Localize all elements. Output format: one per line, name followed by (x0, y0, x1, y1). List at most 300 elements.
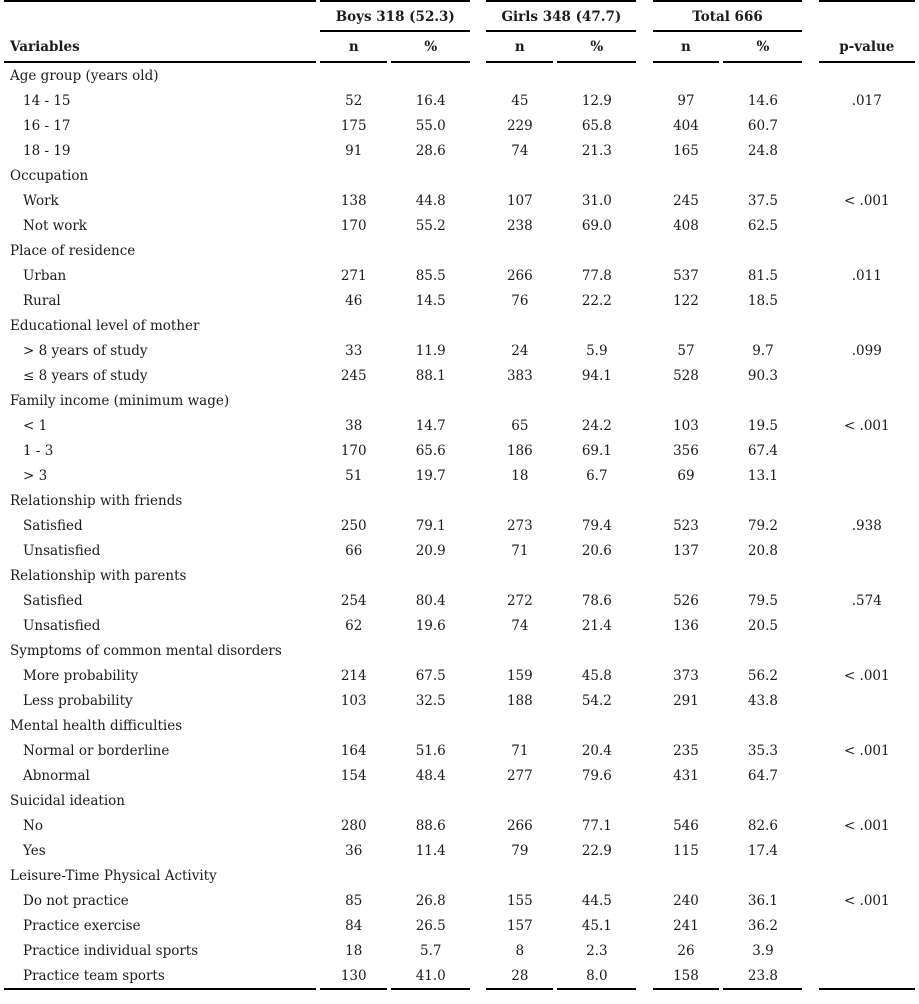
column-spacer (806, 513, 814, 538)
total-pct-value: 18.5 (747, 292, 778, 309)
column-spacer (640, 338, 648, 363)
boys-pct-value: 14.5 (415, 292, 446, 309)
total-pct-value: 20.8 (747, 542, 778, 559)
p-value (819, 363, 915, 388)
category-row (4, 63, 915, 88)
column-spacer (640, 913, 648, 938)
row-label: Practice exercise (23, 917, 141, 934)
total-pct-value: 82.6 (747, 817, 778, 834)
boys-n-value: 175 (340, 117, 367, 134)
category-row (4, 488, 915, 513)
column-spacer (474, 438, 482, 463)
column-spacer (474, 938, 482, 963)
girls-pct-value: 21.4 (581, 617, 612, 634)
total-n-header: n (653, 32, 720, 63)
column-spacer (806, 263, 814, 288)
data-row (4, 763, 915, 788)
group-header-row (4, 0, 915, 32)
row-label: 16 - 17 (23, 117, 71, 134)
column-spacer (640, 438, 648, 463)
column-spacer (806, 413, 814, 438)
column-spacer (640, 613, 648, 638)
data-row (4, 113, 915, 138)
girls-pct-value: 77.8 (581, 267, 612, 284)
category-label: Leisure-Time Physical Activity (10, 867, 217, 884)
girls-pct-value: 20.4 (581, 742, 612, 759)
boys-n-value: 62 (345, 617, 363, 634)
girls-pct-value: 54.2 (581, 692, 612, 709)
column-spacer (640, 763, 648, 788)
data-row (4, 538, 915, 563)
girls-pct-value: 69.1 (581, 442, 612, 459)
column-spacer (640, 138, 648, 163)
data-row (4, 263, 915, 288)
girls-n-value: 24 (511, 342, 529, 359)
column-spacer (474, 138, 482, 163)
category-row (4, 638, 915, 663)
category-label: Occupation (10, 167, 89, 184)
total-pct-value: 36.2 (747, 917, 778, 934)
data-row (4, 413, 915, 438)
column-spacer (806, 538, 814, 563)
column-spacer (806, 288, 814, 313)
category-label: Educational level of mother (10, 317, 200, 334)
girls-pct-header: % (557, 32, 636, 63)
column-spacer (474, 813, 482, 838)
boys-n-value: 250 (340, 517, 367, 534)
boys-n-value: 245 (340, 367, 367, 384)
girls-n-value: 229 (506, 117, 533, 134)
data-row (4, 813, 915, 838)
boys-n-value: 170 (340, 442, 367, 459)
boys-pct-value: 67.5 (415, 667, 446, 684)
boys-n-value: 280 (340, 817, 367, 834)
column-spacer (640, 263, 648, 288)
total-n-value: 97 (677, 92, 695, 109)
column-spacer (806, 888, 814, 913)
column-spacer (640, 513, 648, 538)
p-value (819, 438, 915, 463)
column-spacer (474, 888, 482, 913)
total-n-value: 115 (673, 842, 699, 859)
boys-pct-value: 26.5 (415, 917, 446, 934)
girls-n-value: 383 (506, 367, 533, 384)
data-row (4, 338, 915, 363)
girls-n-value: 238 (506, 217, 533, 234)
column-spacer (806, 613, 814, 638)
boys-pct-value: 41.0 (391, 963, 470, 990)
total-pct-value: 17.4 (747, 842, 778, 859)
girls-n-value: 159 (506, 667, 533, 684)
boys-pct-value: 55.0 (415, 117, 446, 134)
p-value: .011 (851, 267, 882, 284)
row-label: Urban (23, 267, 67, 284)
column-spacer (474, 263, 482, 288)
column-spacer (806, 588, 814, 613)
boys-pct-value: 88.6 (415, 817, 446, 834)
column-spacer (640, 413, 648, 438)
data-row (4, 663, 915, 688)
column-spacer (806, 813, 814, 838)
total-pct-value: 20.5 (747, 617, 778, 634)
girls-n-value: 266 (506, 267, 533, 284)
total-n-value: 57 (677, 342, 695, 359)
boys-n-value: 18 (345, 942, 363, 959)
column-spacer (640, 888, 648, 913)
data-row (4, 938, 915, 963)
column-spacer (806, 838, 814, 863)
group-header-boys: Boys 318 (52.3) (320, 0, 470, 32)
data-row (4, 688, 915, 713)
p-value (819, 213, 915, 238)
row-label: Satisfied (23, 517, 83, 534)
boys-pct-value: 51.6 (415, 742, 446, 759)
p-value (819, 463, 915, 488)
data-row (4, 913, 915, 938)
boys-n-value: 38 (345, 417, 363, 434)
total-pct-value: 60.7 (747, 117, 778, 134)
girls-n-value: 28 (486, 963, 553, 990)
girls-pct-value: 79.6 (581, 767, 612, 784)
boys-pct-value: 79.1 (415, 517, 446, 534)
p-value (819, 838, 915, 863)
total-pct-value: 19.5 (747, 417, 778, 434)
column-spacer (474, 213, 482, 238)
category-label: Place of residence (10, 242, 136, 259)
row-label: No (23, 817, 43, 834)
total-pct-value: 35.3 (747, 742, 778, 759)
column-spacer (806, 138, 814, 163)
column-spacer (806, 363, 814, 388)
data-row (4, 213, 915, 238)
category-label: Relationship with parents (10, 567, 187, 584)
total-n-value: 122 (673, 292, 699, 309)
total-n-value: 26 (677, 942, 695, 959)
p-value: < .001 (843, 192, 890, 209)
category-row (4, 788, 915, 813)
girls-n-value: 76 (511, 292, 529, 309)
boys-n-value: 36 (345, 842, 363, 859)
row-label: Less probability (23, 692, 133, 709)
boys-pct-value: 20.9 (415, 542, 446, 559)
girls-n-value: 277 (506, 767, 533, 784)
column-spacer (474, 913, 482, 938)
column-spacer (474, 463, 482, 488)
total-n-value: 245 (673, 192, 699, 209)
row-label: Yes (23, 842, 46, 859)
column-spacer (474, 88, 482, 113)
data-row (4, 613, 915, 638)
row-label: > 3 (23, 467, 48, 484)
data-row (4, 363, 915, 388)
total-pct-value: 24.8 (747, 142, 778, 159)
column-spacer (806, 688, 814, 713)
group-header-girls: Girls 348 (47.7) (486, 0, 636, 32)
category-label: Mental health difficulties (10, 717, 183, 734)
girls-n-value: 74 (511, 142, 529, 159)
row-label: Do not practice (23, 892, 129, 909)
row-label: Practice individual sports (23, 942, 199, 959)
total-n-value: 165 (673, 142, 699, 159)
boys-pct-value: 80.4 (415, 592, 446, 609)
column-spacer (806, 113, 814, 138)
total-pct-value: 36.1 (747, 892, 778, 909)
column-spacer (640, 963, 648, 990)
boys-n-value: 214 (340, 667, 367, 684)
girls-pct-value: 8.0 (557, 963, 636, 990)
data-row (4, 513, 915, 538)
girls-n-value: 65 (511, 417, 529, 434)
total-n-value: 69 (677, 467, 695, 484)
p-value: < .001 (843, 742, 890, 759)
total-n-value: 240 (673, 892, 699, 909)
p-value-header: p-value (819, 0, 915, 63)
boys-pct-value: 44.8 (415, 192, 446, 209)
boys-pct-value: 19.7 (415, 467, 446, 484)
data-row (4, 138, 915, 163)
girls-pct-value: 12.9 (581, 92, 612, 109)
row-label: Rural (23, 292, 61, 309)
column-spacer (640, 88, 648, 113)
column-spacer (806, 438, 814, 463)
boys-n-value: 46 (345, 292, 363, 309)
boys-n-value: 138 (340, 192, 367, 209)
girls-pct-value: 45.1 (581, 917, 612, 934)
girls-n-value: 157 (506, 917, 533, 934)
column-spacer (640, 813, 648, 838)
girls-n-value: 155 (506, 892, 533, 909)
boys-pct-value: 16.4 (415, 92, 446, 109)
p-value (819, 688, 915, 713)
total-n-value: 431 (673, 767, 699, 784)
category-row (4, 163, 915, 188)
boys-n-value: 103 (340, 692, 367, 709)
row-label: Practice team sports (4, 963, 316, 990)
total-pct-value: 43.8 (747, 692, 778, 709)
total-n-value: 137 (673, 542, 699, 559)
girls-pct-value: 94.1 (581, 367, 612, 384)
girls-n-value: 273 (506, 517, 533, 534)
total-n-value: 408 (673, 217, 699, 234)
p-value (819, 938, 915, 963)
total-n-value: 136 (673, 617, 699, 634)
girls-pct-value: 6.7 (586, 467, 608, 484)
p-value (819, 613, 915, 638)
boys-n-value: 254 (340, 592, 367, 609)
girls-n-value: 74 (511, 617, 529, 634)
p-value: .099 (851, 342, 882, 359)
column-spacer (474, 738, 482, 763)
total-pct-value: 81.5 (747, 267, 778, 284)
data-row (4, 88, 915, 113)
total-pct-value: 64.7 (747, 767, 778, 784)
girls-pct-value: 22.9 (581, 842, 612, 859)
boys-n-value: 164 (340, 742, 367, 759)
data-row (4, 588, 915, 613)
data-row (4, 838, 915, 863)
category-row (4, 238, 915, 263)
boys-pct-value: 65.6 (415, 442, 446, 459)
boys-n-value: 85 (345, 892, 363, 909)
row-label: < 1 (23, 417, 48, 434)
column-spacer (640, 663, 648, 688)
category-label: Relationship with friends (10, 492, 183, 509)
column-spacer (806, 938, 814, 963)
row-label: More probability (23, 667, 139, 684)
total-n-value: 528 (673, 367, 699, 384)
total-n-value: 103 (673, 417, 699, 434)
column-spacer (474, 538, 482, 563)
category-label: Symptoms of common mental disorders (10, 642, 282, 659)
total-pct-value: 79.5 (747, 592, 778, 609)
column-spacer (640, 838, 648, 863)
data-row (4, 463, 915, 488)
p-value (819, 113, 915, 138)
p-value (819, 138, 915, 163)
girls-pct-value: 77.1 (581, 817, 612, 834)
girls-pct-value: 24.2 (581, 417, 612, 434)
p-value (819, 763, 915, 788)
row-label: 18 - 19 (23, 142, 71, 159)
column-spacer (640, 213, 648, 238)
p-value: < .001 (843, 667, 890, 684)
girls-pct-value: 20.6 (581, 542, 612, 559)
p-value: < .001 (843, 892, 890, 909)
column-spacer (474, 688, 482, 713)
girls-pct-value: 79.4 (581, 517, 612, 534)
boys-n-value: 33 (345, 342, 363, 359)
total-pct-value: 90.3 (747, 367, 778, 384)
girls-n-value: 18 (511, 467, 529, 484)
girls-pct-value: 31.0 (581, 192, 612, 209)
girls-pct-value: 21.3 (581, 142, 612, 159)
row-label: Abnormal (23, 767, 90, 784)
column-spacer (640, 113, 648, 138)
boys-pct-value: 55.2 (415, 217, 446, 234)
boys-n-value: 271 (340, 267, 367, 284)
boys-n-value: 52 (345, 92, 363, 109)
row-label: > 8 years of study (23, 342, 148, 359)
data-row (4, 288, 915, 313)
total-pct-value: 56.2 (747, 667, 778, 684)
total-pct-value: 3.9 (752, 942, 774, 959)
total-n-value: 373 (673, 667, 699, 684)
boys-pct-value: 26.8 (415, 892, 446, 909)
boys-pct-value: 85.5 (415, 267, 446, 284)
boys-n-value: 130 (320, 963, 387, 990)
row-label: Unsatisfied (23, 617, 101, 634)
p-value (819, 288, 915, 313)
total-pct-value: 62.5 (747, 217, 778, 234)
data-row (4, 738, 915, 763)
category-label: Age group (years old) (10, 67, 159, 84)
girls-n-value: 45 (511, 92, 529, 109)
category-row (4, 388, 915, 413)
row-label: Work (23, 192, 59, 209)
boys-pct-value: 28.6 (415, 142, 446, 159)
girls-n-value: 71 (511, 742, 529, 759)
girls-n-value: 8 (515, 942, 525, 959)
column-spacer (806, 338, 814, 363)
column-spacer (474, 113, 482, 138)
total-pct-value: 9.7 (752, 342, 774, 359)
category-label: Suicidal ideation (10, 792, 126, 809)
column-spacer (806, 88, 814, 113)
girls-n-value: 188 (506, 692, 533, 709)
girls-n-value: 79 (511, 842, 529, 859)
girls-pct-value: 78.6 (581, 592, 612, 609)
column-spacer (640, 538, 648, 563)
column-spacer (474, 513, 482, 538)
girls-n-header: n (486, 32, 553, 63)
total-pct-value: 67.4 (747, 442, 778, 459)
category-row (4, 713, 915, 738)
boys-n-value: 84 (345, 917, 363, 934)
girls-n-value: 186 (506, 442, 533, 459)
p-value: < .001 (843, 817, 890, 834)
total-n-value: 546 (673, 817, 699, 834)
table-header (4, 0, 915, 63)
column-spacer (640, 463, 648, 488)
column-spacer (806, 913, 814, 938)
girls-n-value: 107 (506, 192, 533, 209)
column-spacer (474, 838, 482, 863)
column-spacer (806, 463, 814, 488)
column-spacer (806, 738, 814, 763)
table-body (4, 63, 915, 990)
boys-pct-value: 19.6 (415, 617, 446, 634)
group-header-total: Total 666 (653, 0, 803, 32)
girls-pct-value: 2.3 (586, 942, 608, 959)
girls-pct-value: 65.8 (581, 117, 612, 134)
girls-pct-value: 45.8 (581, 667, 612, 684)
p-value: < .001 (843, 417, 890, 434)
column-spacer (474, 413, 482, 438)
column-spacer (640, 588, 648, 613)
total-n-value: 241 (673, 917, 699, 934)
total-pct-value: 37.5 (747, 192, 778, 209)
column-spacer (806, 188, 814, 213)
girls-n-value: 272 (506, 592, 533, 609)
total-n-value: 537 (673, 267, 699, 284)
boys-pct-value: 11.4 (415, 842, 446, 859)
row-label: 1 - 3 (23, 442, 54, 459)
p-value: .017 (851, 92, 882, 109)
row-label: 14 - 15 (23, 92, 71, 109)
boys-pct-value: 5.7 (419, 942, 442, 959)
boys-n-value: 154 (340, 767, 367, 784)
boys-n-value: 51 (345, 467, 363, 484)
total-pct-value: 13.1 (747, 467, 778, 484)
column-spacer (474, 663, 482, 688)
column-spacer (640, 688, 648, 713)
column-spacer (474, 363, 482, 388)
column-spacer (474, 963, 482, 990)
column-spacer (640, 188, 648, 213)
row-label: Unsatisfied (23, 542, 101, 559)
p-value (819, 538, 915, 563)
total-n-value: 404 (673, 117, 699, 134)
p-value: .574 (851, 592, 882, 609)
total-n-value: 526 (673, 592, 699, 609)
total-n-value: 158 (653, 963, 720, 990)
total-n-value: 356 (673, 442, 699, 459)
column-spacer (806, 213, 814, 238)
girls-n-value: 266 (506, 817, 533, 834)
data-row (4, 963, 915, 990)
variables-header: Variables (4, 0, 316, 63)
boys-pct-value: 14.7 (415, 417, 446, 434)
